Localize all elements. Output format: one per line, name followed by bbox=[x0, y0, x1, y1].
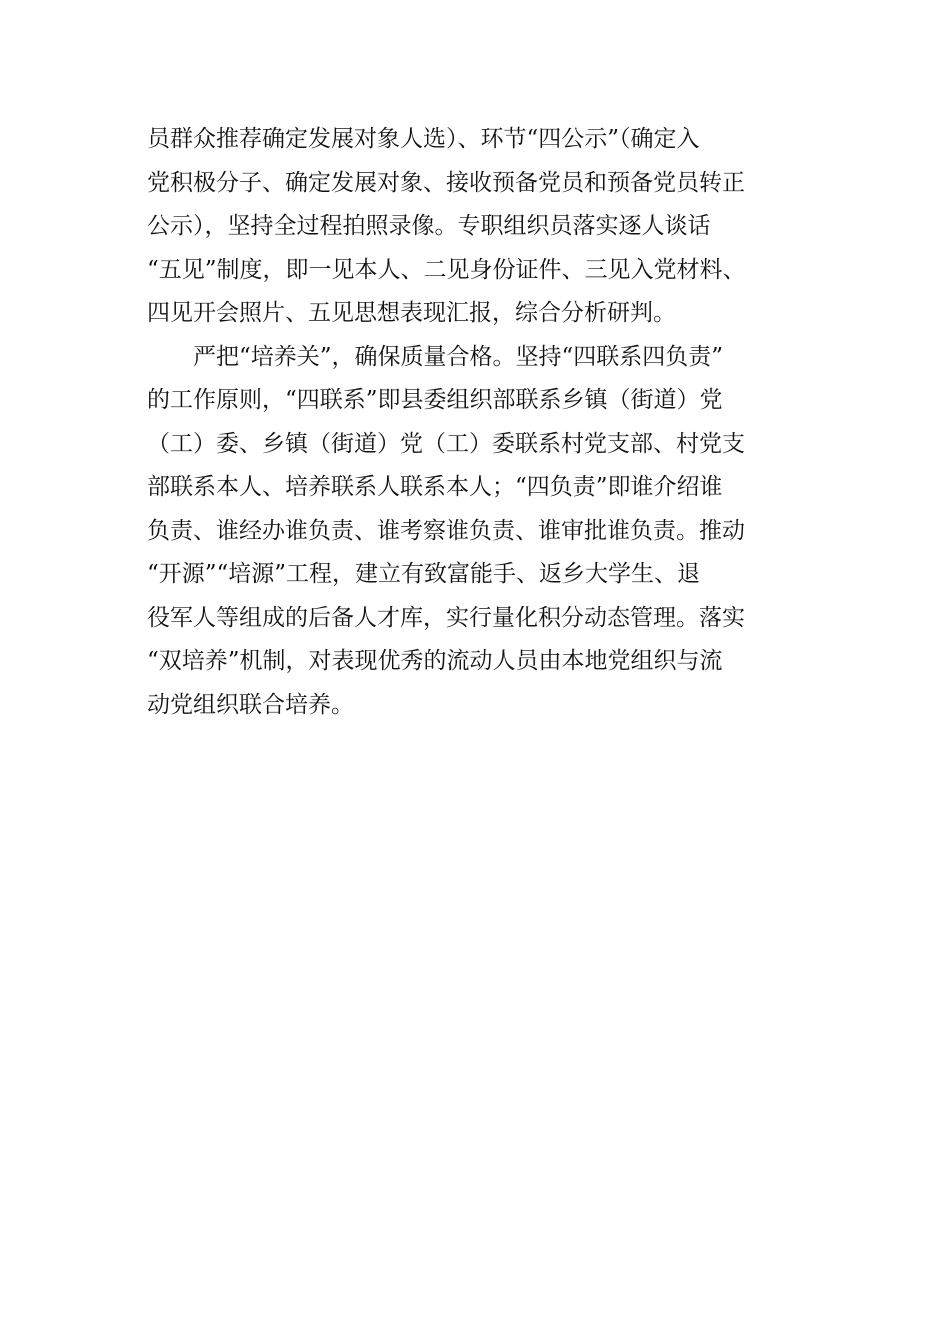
text-line: 负责、谁经办谁负责、谁考察谁负责、谁审批谁负责。推动 bbox=[147, 517, 745, 544]
document-body bbox=[147, 118, 827, 727]
text-line: 员群众推荐确定发展对象人选）、环节“四公示”（确定入 bbox=[147, 126, 700, 152]
text-line: 役军人等组成的后备人才库，实行量化积分动态管理。落实 bbox=[147, 604, 745, 631]
text-line: “双培养”机制，对表现优秀的流动人员由本地党组织与流 bbox=[147, 648, 723, 674]
text-line: 公示），坚持全过程拍照录像。专职组织员落实逐人谈话 bbox=[147, 213, 711, 239]
text-line: （工）委、乡镇（街道）党（工）委联系村党支部、村党支 bbox=[147, 430, 745, 457]
paragraph-1 bbox=[147, 118, 827, 336]
text-line: “开源”“培源”工程，建立有致富能手、返乡大学生、退 bbox=[147, 561, 701, 587]
text-line: 严把“培养关”，确保质量合格。坚持“四联系四负责” bbox=[193, 343, 724, 370]
text-line: 动党组织联合培养。 bbox=[147, 691, 354, 718]
text-line: 四见开会照片、五见思想表现汇报，综合分析研判。 bbox=[147, 300, 676, 326]
text-line: 党积极分子、确定发展对象、接收预备党员和预备党员转正 bbox=[147, 169, 745, 196]
text-line: 的工作原则，“四联系”即县委组织部联系乡镇（街道）党 bbox=[147, 387, 723, 413]
paragraph-2 bbox=[147, 336, 827, 728]
text-line: 部联系本人、培养联系人联系本人；“四负责”即谁介绍谁 bbox=[147, 474, 723, 500]
text-line: “五见”制度，即一见本人、二见身份证件、三见入党材料、 bbox=[147, 256, 746, 283]
